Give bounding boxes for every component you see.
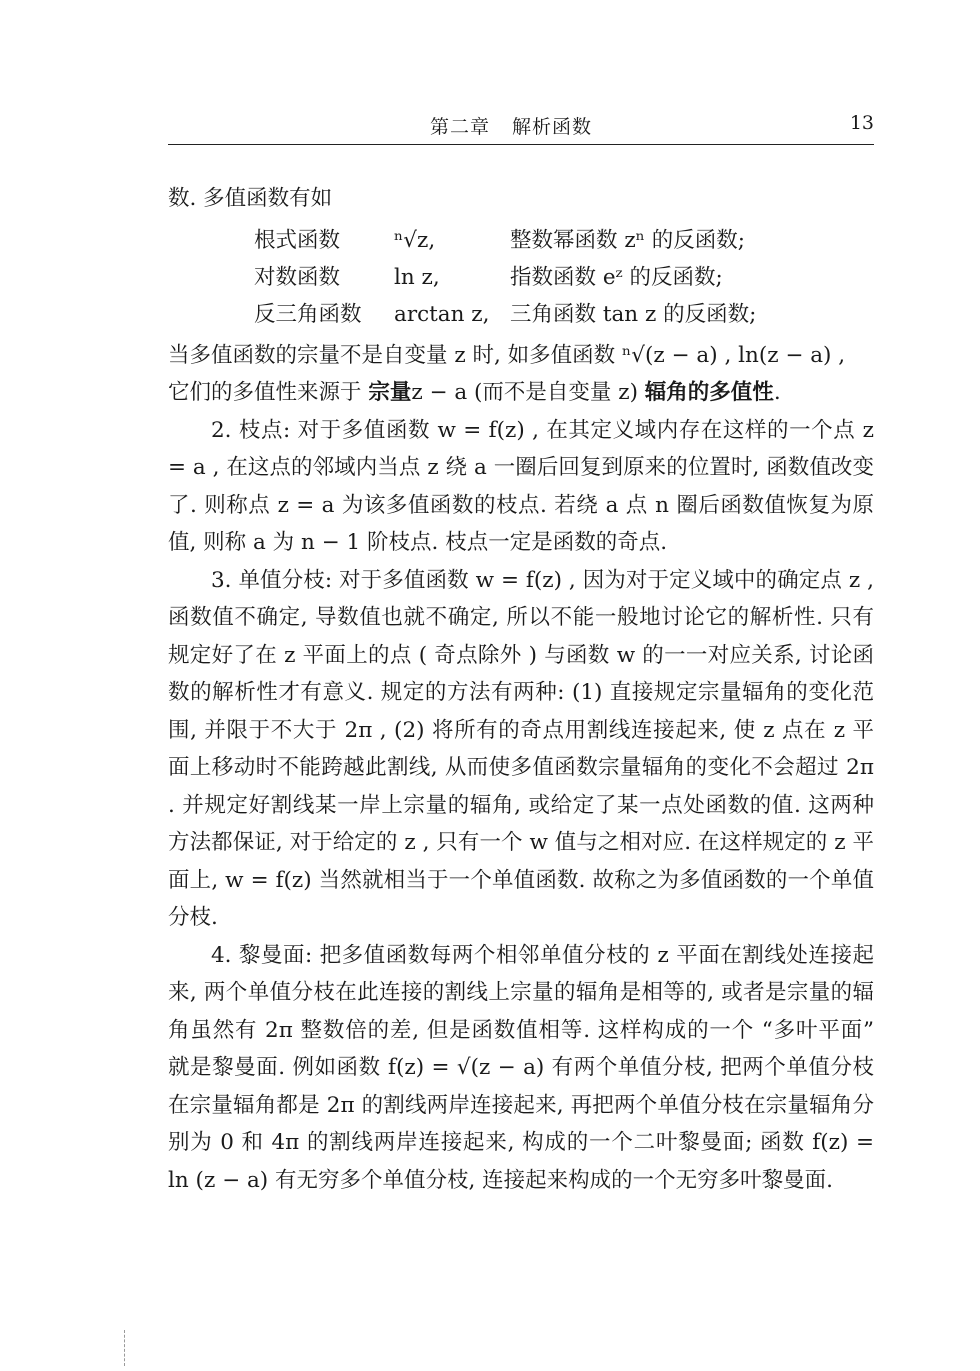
argument-paragraph xyxy=(168,337,874,412)
argument-bold-term: 宗量 xyxy=(368,380,412,405)
scan-artifact xyxy=(124,1330,126,1366)
argument-line2-b: z − a (而不是自变量 z) xyxy=(411,380,645,405)
argument-line2-a: 它们的多值性来源于 xyxy=(168,380,369,405)
example-row xyxy=(254,222,874,259)
page-body xyxy=(168,180,874,1199)
example-desc: 整数幂函数 zⁿ 的反函数; xyxy=(510,227,746,253)
intro-text: 数. 多值函数有如 xyxy=(168,186,333,211)
riemann-surface-paragraph: 4. 黎曼面: 把多值函数每两个相邻单值分枝的 z 平面在割线处连接起来, 两个单值分枝在此连接的割线上宗量的辐角是相等的, 或者是宗量的辐角虽然有 2π 整数倍的差, 但是函数值相等. 这样构成的一个 “多叶平面” 就是黎曼面. 例如函数 f(z) = √(z − a) 有两个单值分枝, 把两个单值分枝在宗量辐角都是 2π 的割线两岸连接起来, 再把两个单值分枝在宗量辐角分别为 0 和 4π 的割线两岸连接起来, 构成的一个二叶黎曼面; 函数 f(z) = ln (z − a) 有无穷多个单值分枝, 连接起来构成的一个无穷多叶黎曼面. xyxy=(168,942,874,1193)
example-row xyxy=(254,296,874,333)
example-row xyxy=(254,259,874,296)
argument-line1: 当多值函数的宗量不是自变量 z 时, 如多值函数 ⁿ√(z − a) , ln(z − a) , xyxy=(168,342,846,368)
page-number: 13 xyxy=(849,112,874,134)
example-name: 根式函数 xyxy=(254,227,341,253)
argument-line2-c: . xyxy=(773,380,781,405)
chapter-title: 解析函数 xyxy=(512,116,593,138)
multivalued-function-examples xyxy=(254,222,874,333)
branch-point-paragraph: 2. 枝点: 对于多值函数 w = f(z) , 在其定义域内存在这样的一个点 z = a , 在这点的邻域内当点 z 绕 a 一圈后回复到原来的位置时, 函数值改变了. 则称点 z = a 为该多值函数的枝点. 若绕 a 点 n 圈后函数值恢复为原值, 则称 a 为 n − 1 阶枝点. 枝点一定是函数的奇点. xyxy=(168,417,874,555)
example-formula: ⁿ√z, xyxy=(394,227,436,253)
example-name: 对数函数 xyxy=(254,264,341,290)
example-name: 反三角函数 xyxy=(254,301,362,327)
argument-bold-phrase: 辐角的多值性 xyxy=(644,380,774,405)
example-desc: 三角函数 tan z 的反函数; xyxy=(510,301,757,327)
chapter-label: 第二章 xyxy=(430,116,491,138)
example-formula: ln z, xyxy=(394,264,440,290)
running-title xyxy=(430,112,592,139)
single-valued-branch-paragraph: 3. 单值分枝: 对于多值函数 w = f(z) , 因为对于定义域中的确定点 z , 函数值不确定, 导数值也就不确定, 所以不能一般地讨论它的解析性. 只有规定好了在 z 平面上的点 ( 奇点除外 ) 与函数 w 的一一对应关系, 讨论函数的解析性才有意义. 规定的方法有两种: (1) 直接规定宗量辐角的变化范围, 并限于不大于 2π , (2) 将所有的奇点用割线连接起来, 使 z 点在 z 平面上移动时不能跨越此割线, 从而使多值函数宗量辐角的变化不会超过 2π . 并规定好割线某一岸上宗量的辐角, 或给定了某一点处函数的值. 这两种方法都保证, 对于给定的 z , 只有一个 w 值与之相对应. 在这样规定的 z 平面上, w = f(z) 当然就相当于一个单值函数. 故称之为多值函数的一个单值分枝. xyxy=(168,567,874,930)
page-header xyxy=(168,112,874,145)
example-desc: 指数函数 eᶻ 的反函数; xyxy=(510,264,723,290)
example-formula: arctan z, xyxy=(394,301,490,327)
